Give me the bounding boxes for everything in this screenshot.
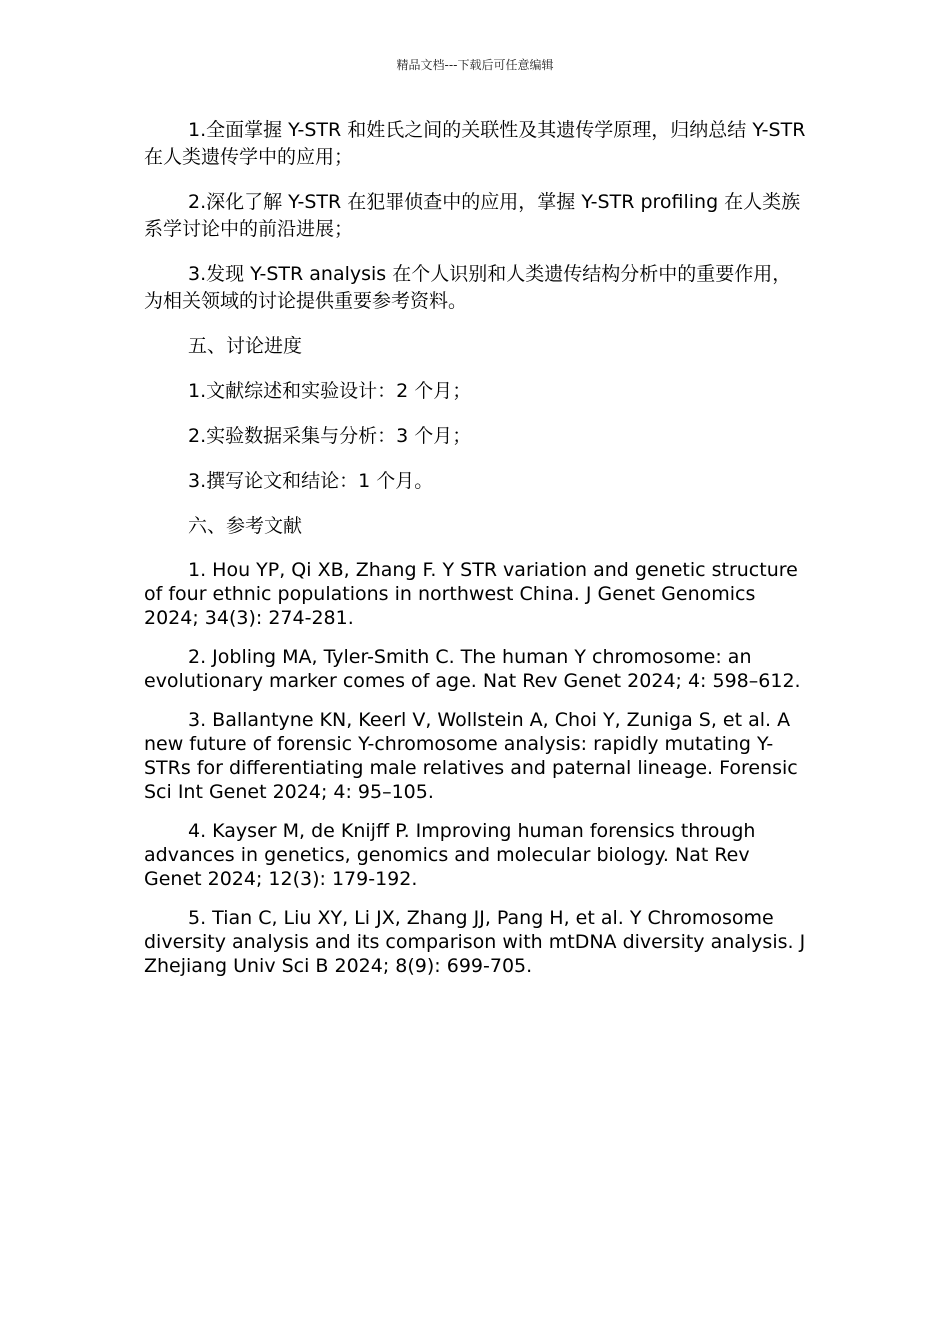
document-body xyxy=(144,117,808,993)
schedule-heading: 五、讨论进度 xyxy=(188,335,303,357)
reference-item-4: 4. Kayser M, de Knijff P. Improving human forensics through advances in genetics, genomics and molecular biology. Nat Rev Genet 2024; 12(3): 179-192. xyxy=(144,820,756,890)
objective-2: 2.深化了解 Y-STR 在犯罪侦查中的应用，掌握 Y-STR profiling 在人类族系学讨论中的前沿进展； xyxy=(144,191,801,240)
reference-item-1: 1. Hou YP, Qi XB, Zhang F. Y STR variation and genetic structure of four ethnic populations in northwest China. J Genet Genomics 2024; 34(3): 274-281. xyxy=(144,559,798,629)
schedule-item-2: 2.实验数据采集与分析：3 个月； xyxy=(188,425,472,447)
objective-1: 1.全面掌握 Y-STR 和姓氏之间的关联性及其遗传学原理，归纳总结 Y-STR 在人类遗传学中的应用； xyxy=(144,119,806,168)
reference-item-3: 3. Ballantyne KN, Keerl V, Wollstein A, Choi Y, Zuniga S, et al. A new future of forensic Y-chromosome analysis: rapidly mutating Y-STRs for differentiating male relatives and paternal lineage. Forensic Sci Int Genet 2024; 4: 95–105. xyxy=(144,709,798,803)
page-header: 精品文档---下载后可任意编辑 xyxy=(396,58,554,72)
schedule-item-3: 3.撰写论文和结论：1 个月。 xyxy=(188,470,434,492)
references-heading: 六、参考文献 xyxy=(188,515,303,537)
reference-item-5: 5. Tian C, Liu XY, Li JX, Zhang JJ, Pang H, et al. Y Chromosome diversity analysis and its comparison with mtDNA diversity analysis. J Zhejiang Univ Sci B 2024; 8(9): 699-705. xyxy=(144,907,806,977)
schedule-item-1: 1.文献综述和实验设计：2 个月； xyxy=(188,380,472,402)
reference-item-2: 2. Jobling MA, Tyler-Smith C. The human Y chromosome: an evolutionary marker comes of age. Nat Rev Genet 2024; 4: 598–612. xyxy=(144,646,801,692)
objective-3: 3.发现 Y-STR analysis 在个人识别和人类遗传结构分析中的重要作用，为相关领域的讨论提供重要参考资料。 xyxy=(144,263,792,312)
